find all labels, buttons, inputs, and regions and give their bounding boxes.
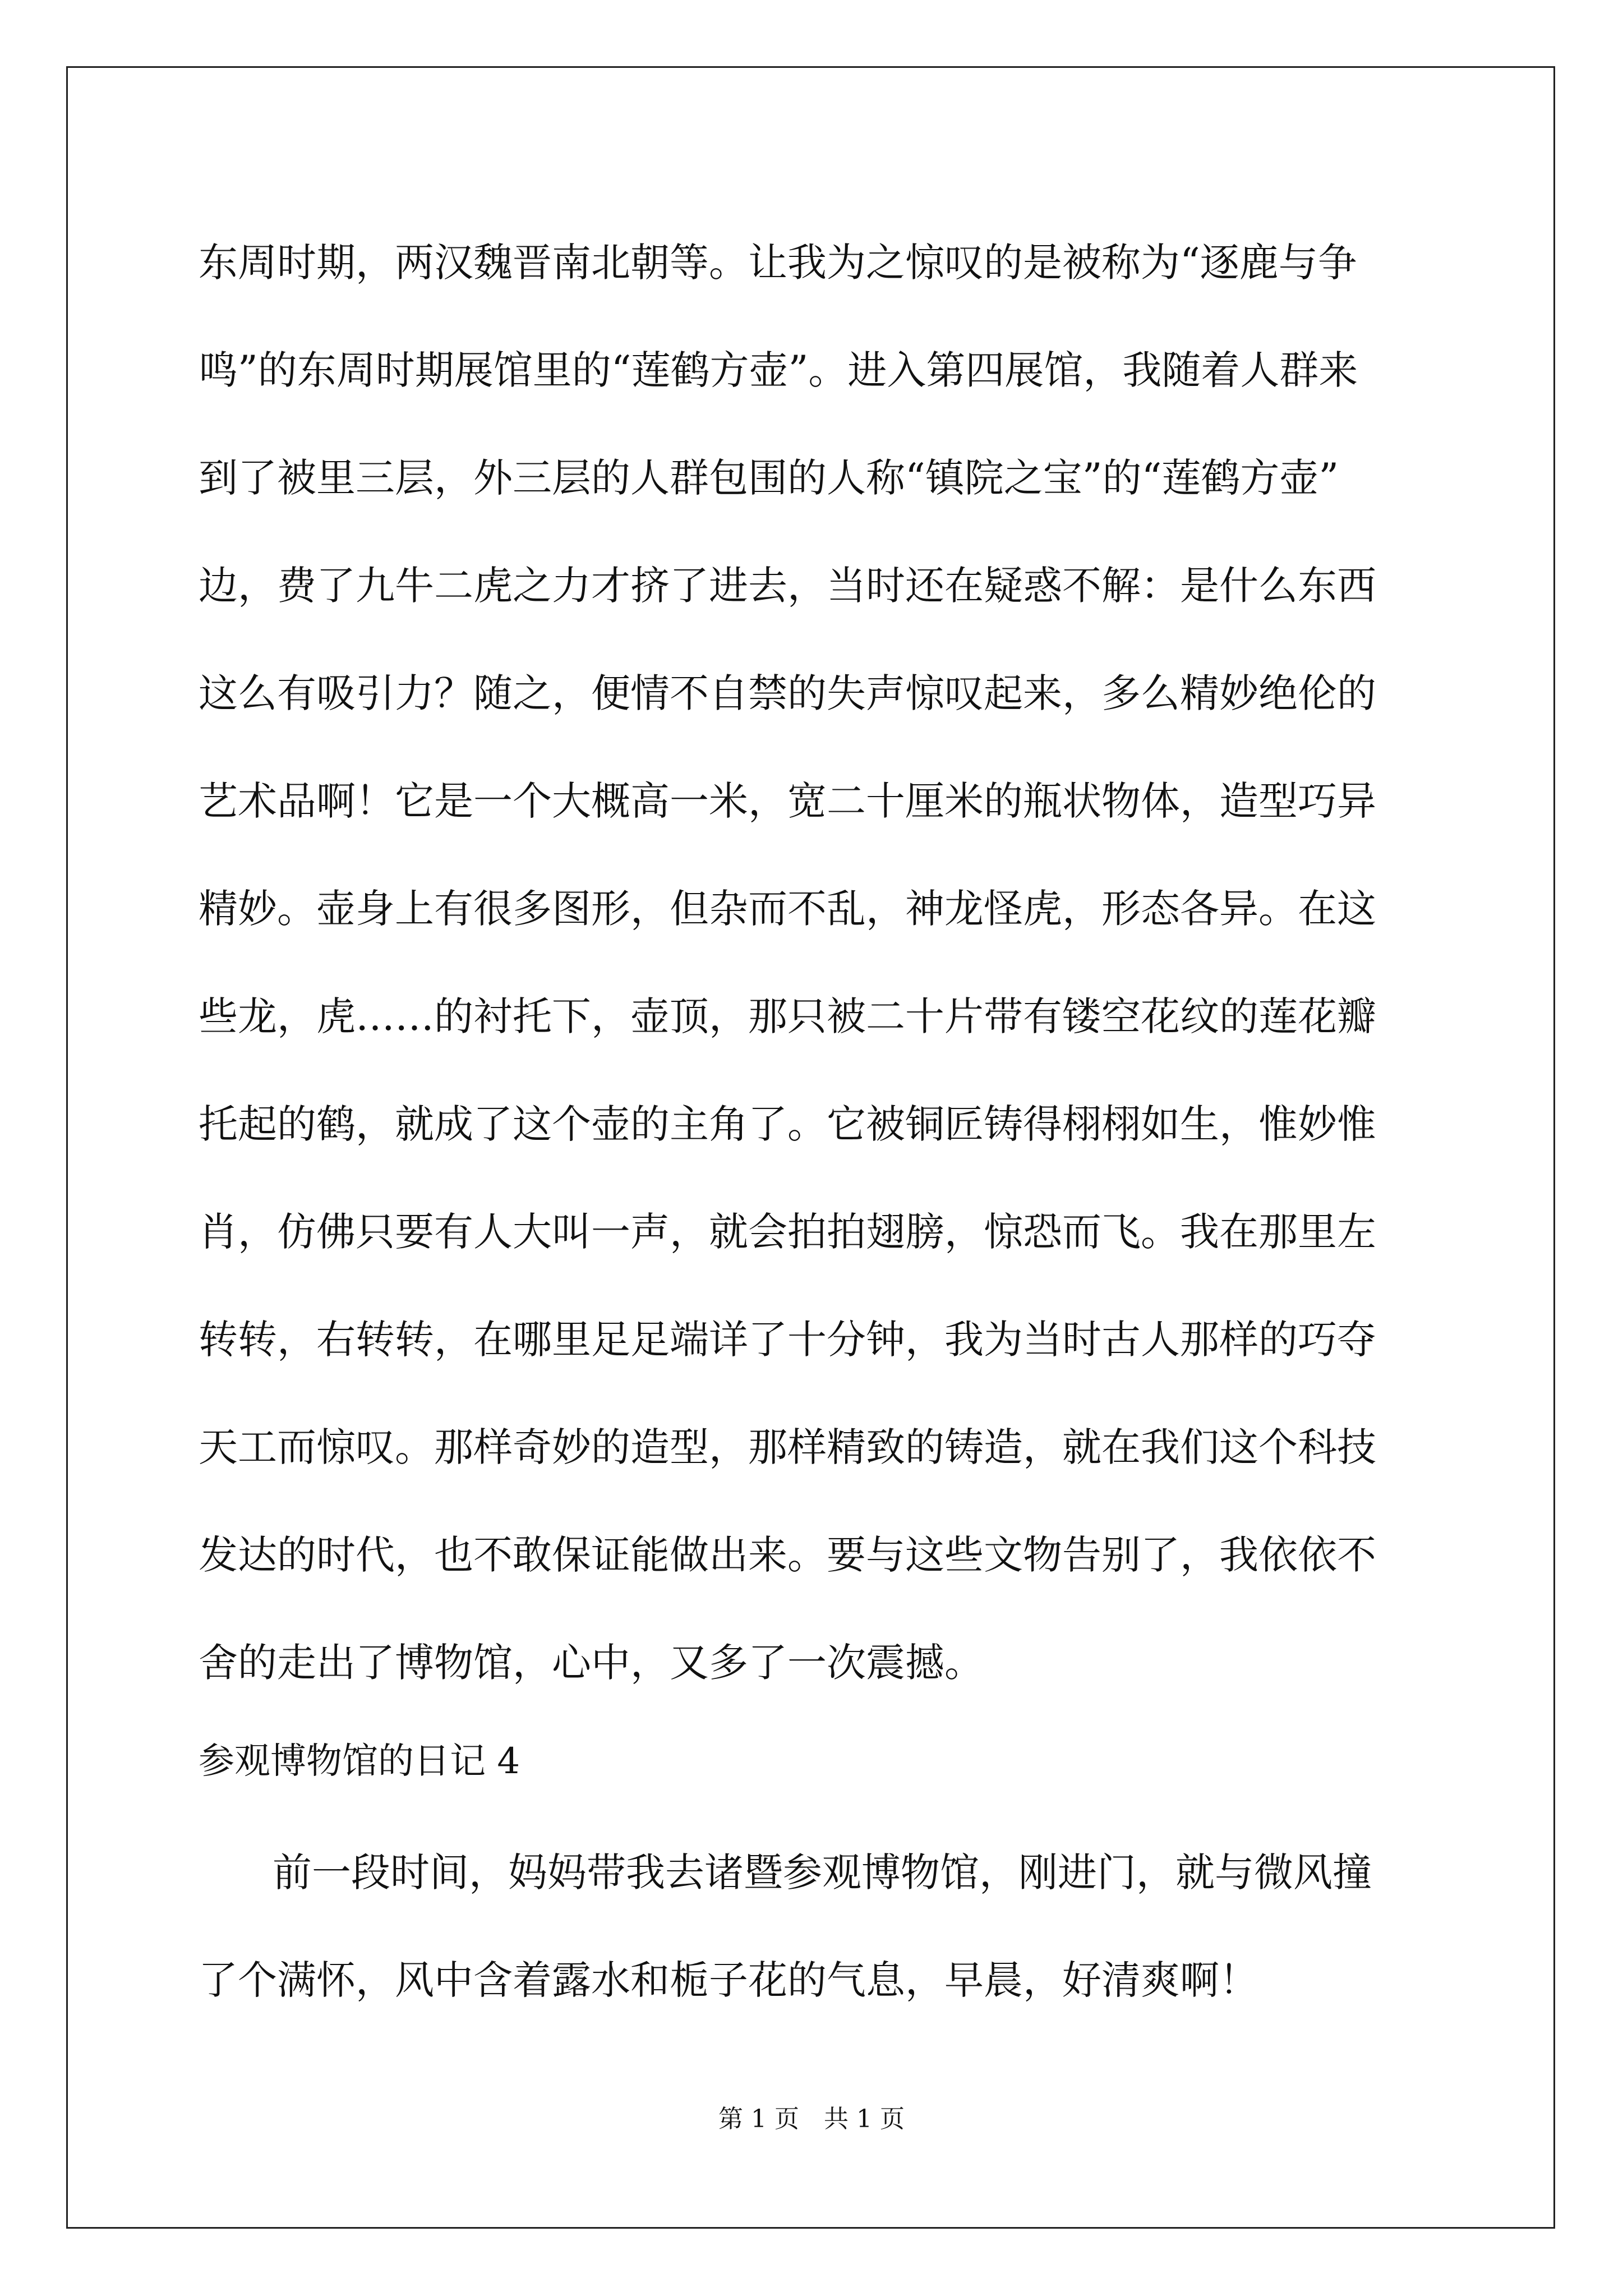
document-body: [199, 209, 1432, 2034]
text-line: 这么有吸引力？随之，便情不自禁的失声惊叹起来，多么精妙绝伦的: [199, 670, 1376, 716]
page-number: 第 1 页: [718, 2105, 799, 2133]
text-line: 托起的鹤，就成了这个壶的主角了。它被铜匠铸得栩栩如生，惟妙惟: [199, 1101, 1376, 1147]
section-heading: 参观博物馆的日记 4: [199, 1741, 520, 1782]
text-line: 前一段时间，妈妈带我去诸暨参观博物馆，刚进门，就与微风撞: [273, 1849, 1372, 1895]
text-line: 艺术品啊！它是一个大概高一米，宽二十厘米的瓶状物体，造型巧异: [199, 778, 1376, 824]
text-line: 舍的走出了博物馆，心中，又多了一次震撼。: [199, 1640, 984, 1686]
paragraph-2: [199, 1819, 1432, 2034]
text-line: 鸣”的东周时期展馆里的“莲鹤方壶”。进入第四展馆，我随着人群来: [199, 347, 1358, 393]
text-line: 边，费了九牛二虎之力才挤了进去，当时还在疑惑不解：是什么东西: [199, 563, 1376, 609]
text-line: 肖，仿佛只要有人大叫一声，就会拍拍翅膀，惊恐而飞。我在那里左: [199, 1209, 1376, 1255]
text-line: 了个满怀，风中含着露水和栀子花的气息，早晨，好清爽啊！: [199, 1957, 1258, 2003]
text-line: 天工而惊叹。那样奇妙的造型，那样精致的铸造，就在我们这个科技: [199, 1424, 1376, 1470]
text-line: 发达的时代，也不敢保证能做出来。要与这些文物告别了，我依依不: [199, 1532, 1376, 1578]
text-line: 到了被里三层，外三层的人群包围的人称“镇院之宝”的“莲鹤方壶”: [199, 455, 1339, 501]
text-line: 东周时期，两汉魏晋南北朝等。让我为之惊叹的是被称为“逐鹿与争: [199, 240, 1357, 286]
text-line: 转转，右转转，在哪里足足端详了十分钟，我为当时古人那样的巧夺: [199, 1317, 1376, 1363]
page-total: 共 1 页: [824, 2105, 905, 2133]
text-line: 些龙，虎……的衬托下，壶顶，那只被二十片带有镂空花纹的莲花瓣: [199, 993, 1376, 1039]
paragraph-1: [199, 209, 1432, 1717]
text-line: 精妙。壶身上有很多图形，但杂而不乱，神龙怪虎，形态各异。在这: [199, 886, 1376, 932]
page-footer: [0, 2102, 1623, 2136]
